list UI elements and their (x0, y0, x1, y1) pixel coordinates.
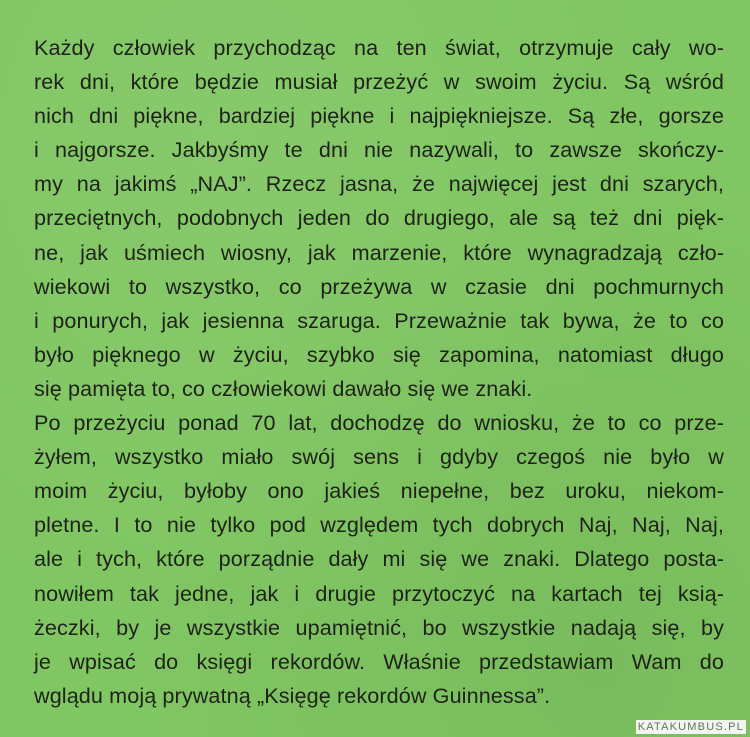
text-line: wglądu moją prywatną „Księgę rekordów Guinnessa”. (34, 682, 551, 708)
text-line: pletne. I to nie tylko pod względem tych dobrych Naj, Naj, Naj, (34, 512, 724, 538)
text-line: ale i tych, które porządnie dały mi się we znaki. Dlatego posta- (34, 546, 724, 572)
text-line: Po przeżyciu ponad 70 lat, dochodzę do wniosku, że to co prze- (34, 410, 724, 436)
body-text (34, 31, 724, 713)
text-line: żyłem, wszystko miało swój sens i gdyby czegoś nie było w (34, 444, 724, 470)
text-line: je wpisać do księgi rekordów. Właśnie przedstawiam Wam do (34, 648, 724, 674)
text-line: Każdy człowiek przychodząc na ten świat, otrzymuje cały wo- (34, 35, 724, 60)
text-line: wiekowi to wszystko, co przeżywa w czasie dni pochmurnych (34, 273, 724, 299)
text-line: ne, jak uśmiech wiosny, jak marzenie, które wynagradzają czło- (34, 239, 724, 265)
text-line: nich dni piękne, bardziej piękne i najpiękniejsze. Są złe, gorsze (34, 103, 724, 129)
text-line: się pamięta to, co człowiekowi dawało się we znaki. (34, 375, 533, 401)
text-line: my na jakimś „NAJ”. Rzecz jasna, że najwięcej jest dni szarych, (34, 171, 724, 197)
text-line: nowiłem tak jedne, jak i drugie przytoczyć na kartach tej ksią- (34, 580, 724, 606)
watermark: KATAKUMBUS.PL (637, 721, 744, 733)
text-line: żeczki, by je wszystkie upamiętnić, bo wszystkie nadają się, by (34, 614, 724, 640)
text-line: przeciętnych, podobnych jeden do drugiego, ale są też dni pięk- (34, 205, 724, 231)
text-line: rek dni, które będzie musiał przeżyć w swoim życiu. Są wśród (34, 69, 724, 95)
text-line: i najgorsze. Jakbyśmy te dni nie nazywali, to zawsze skończy- (34, 137, 724, 163)
text-line: było pięknego w życiu, szybko się zapomina, natomiast długo (34, 341, 724, 367)
text-line: moim życiu, byłoby ono jakieś niepełne, bez uroku, niekom- (34, 478, 724, 504)
text-line: i ponurych, jak jesienna szaruga. Przeważnie tak bywa, że to co (34, 307, 724, 333)
